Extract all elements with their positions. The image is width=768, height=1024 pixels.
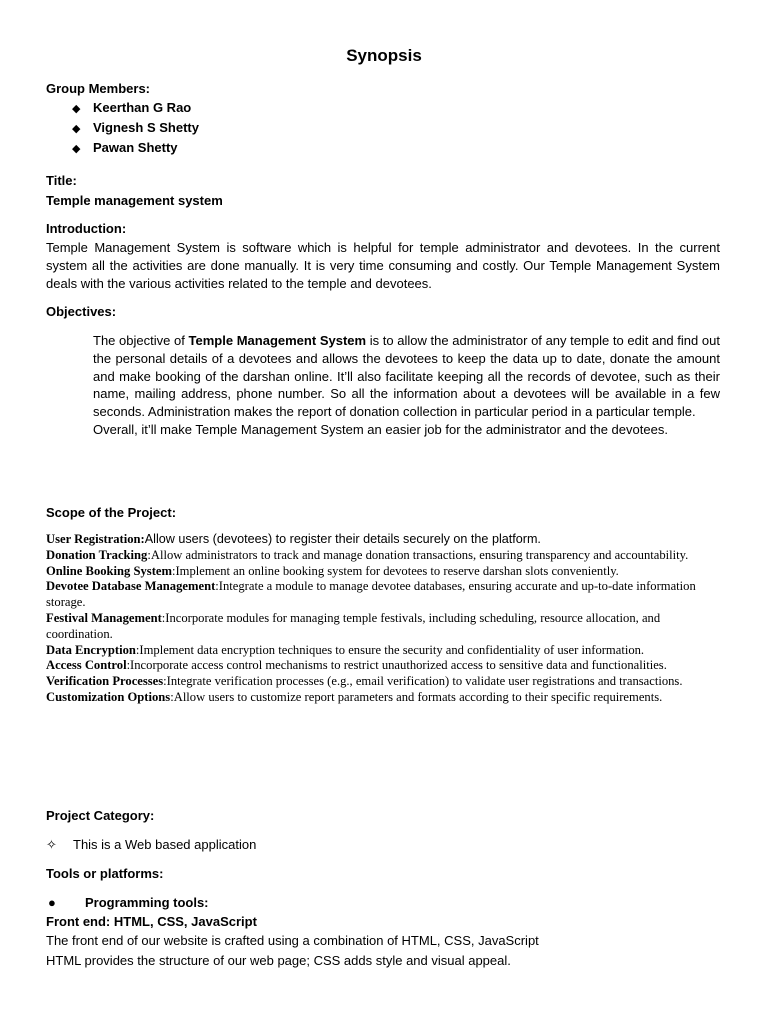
category-item: ✧ This is a Web based application (46, 837, 257, 852)
objectives-paragraph: The objective of Temple Management System is to allow the administrator of any temple to edit and find out the personal details of a devotees and allows the devotees to keep the data up to date, donate the amount and make booking of the darshan online. It’ll also facilitate keeping all the records of devotee, such as their name, mailing address, phone number. So all the information about a devotees will be available in a few seconds. Administration makes the report of donation collection in particular period in a particular temple. (93, 333, 720, 420)
objectives-body (93, 332, 720, 439)
scope-item: Verification Processes:Integrate verification processes (e.g., email verification) to validate user registrations and transactions. (46, 674, 683, 689)
diamond-bullet-icon: ◆ (72, 123, 81, 135)
round-bullet-icon: ● (48, 895, 56, 910)
front-end-label: Front end: HTML, CSS, JavaScript (46, 914, 257, 929)
scope-item: Customization Options:Allow users to customize report parameters and formats according to their specific requirements. (46, 689, 663, 704)
scope-item: Online Booking System:Implement an online booking system for devotees to reserve darshan slots conveniently. (46, 563, 619, 578)
scope-item: Festival Management:Incorporate modules for managing temple festivals, including scheduling, resource allocation, and coordination. (46, 610, 661, 641)
scope-item: Devotee Database Management:Integrate a module to manage devotee databases, ensuring accurate and up-to-date information storage. (46, 579, 696, 610)
scope-item: User Registration:Allow users (devotees) to register their details securely on the platform. (46, 532, 541, 546)
objectives-summary: Overall, it’ll make Temple Management System an easier job for the administrator and the devotees. (93, 421, 668, 437)
category-heading: Project Category: (46, 808, 155, 823)
tools-bullet: ● Programming tools: (48, 895, 209, 910)
front-end-description: The front end of our website is crafted using a combination of HTML, CSS, JavaScript (46, 933, 539, 948)
scope-item: Data Encryption:Implement data encryption techniques to ensure the security and confidentiality of user information. (46, 642, 645, 657)
introduction-heading: Introduction: (46, 221, 127, 236)
tools-heading: Tools or platforms: (46, 866, 164, 881)
member-item: ◆ Pawan Shetty (72, 140, 178, 155)
group-members-heading: Group Members: (46, 81, 151, 96)
member-item: ◆ Vignesh S Shetty (72, 120, 199, 135)
html-description: HTML provides the structure of our web page; CSS adds style and visual appeal. (46, 953, 511, 968)
scope-list (46, 532, 722, 706)
title-heading: Title: (46, 173, 77, 188)
scope-item: Donation Tracking:Allow administrators to track and manage donation transactions, ensuring transparency and accountability. (46, 547, 689, 562)
scope-item: Access Control:Incorporate access control mechanisms to restrict unauthorized access to sensitive data and functionalities. (46, 658, 667, 673)
member-item: ◆ Keerthan G Rao (72, 100, 192, 115)
document-title: Synopsis (346, 46, 422, 65)
scope-heading: Scope of the Project: (46, 505, 177, 520)
diamond-bullet-icon: ◆ (72, 103, 81, 115)
project-title: Temple management system (46, 193, 223, 208)
four-point-star-icon: ✧ (46, 837, 57, 852)
introduction-text: Temple Management System is software which is helpful for temple administrator and devotees. In the current system all the activities are done manually. It is very time consuming and costly. Our Temple Management System deals with the various activities related to the temple and devotees. (46, 240, 720, 291)
diamond-bullet-icon: ◆ (72, 143, 81, 155)
objectives-heading: Objectives: (46, 304, 117, 319)
